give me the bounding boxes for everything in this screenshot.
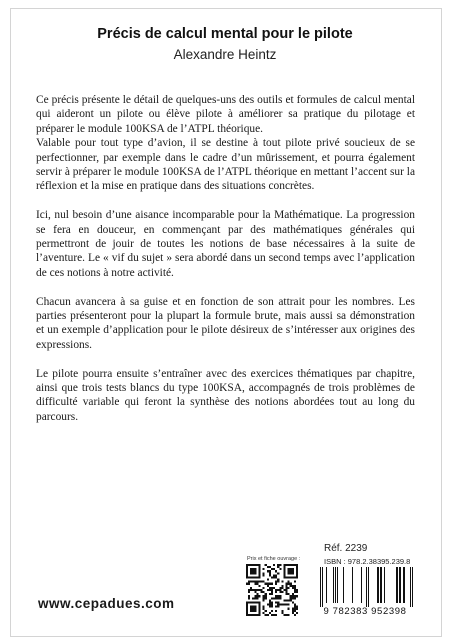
paragraph: Ce précis présente le détail de quelques-uns des outils et formules de calcul mental qui aideront un pilote ou élève pilote à améliorer sa pratique du pilotage et préparer le module 100KSA de l’ATPL théorique.	[36, 94, 415, 135]
publisher-website-link[interactable]: www.cepadues.com	[38, 596, 175, 611]
paragraph: Chacun avancera à sa guise et en fonction de son attrait pour les nombres. Les parties présenteront pour la plupart la formule brute, mais aussi sa démonstration et un exemple d’application pour le pilote désireux de s’intéresser aux origines des expressions.	[36, 295, 415, 351]
isbn-number: ISBN : 978.2.38395.239.8	[324, 557, 411, 566]
paragraph: Valable pour tout type d’avion, il se destine à tout pilote privé soucieux de se perfectionner, par exemple dans le cadre d’un mûrissement, et pourra également servir à préparer le module 100KSA de l’ATPL théorique en mettant l’accent sur la réflexion et la mise en pratique dans des situations concrètes.	[36, 137, 415, 193]
qr-code-icon[interactable]	[246, 564, 298, 616]
barcode-icon	[318, 567, 414, 607]
book-title: Précis de calcul mental pour le pilote	[97, 26, 353, 42]
back-cover-text	[36, 93, 415, 439]
paragraph: Le pilote pourra ensuite s’entraîner avec des exercices thématiques par chapitre, ainsi que trois tests blancs du type 100KSA, accompagnés de trois problèmes de difficulté variable qui feront la synthèse des notions abordées tout au long du parcours.	[36, 367, 415, 423]
barcode-digits: 9 782383 952398	[323, 606, 407, 617]
author-name: Alexandre Heintz	[173, 47, 277, 62]
paragraph: Ici, nul besoin d’une aisance incomparable pour la Mathématique. La progression se fera en douceur, en commençant par des mathématiques générales qui permettront de jouir de toutes les notions de base nécessaires à la suite de l’aventure. Le « vif du sujet » sera abordé dans un second temps avec l’application de ces notions à notre activité.	[36, 209, 415, 279]
qr-code-label: Prix et fiche ouvrage :	[247, 556, 301, 562]
reference-number: Réf. 2239	[324, 543, 368, 554]
